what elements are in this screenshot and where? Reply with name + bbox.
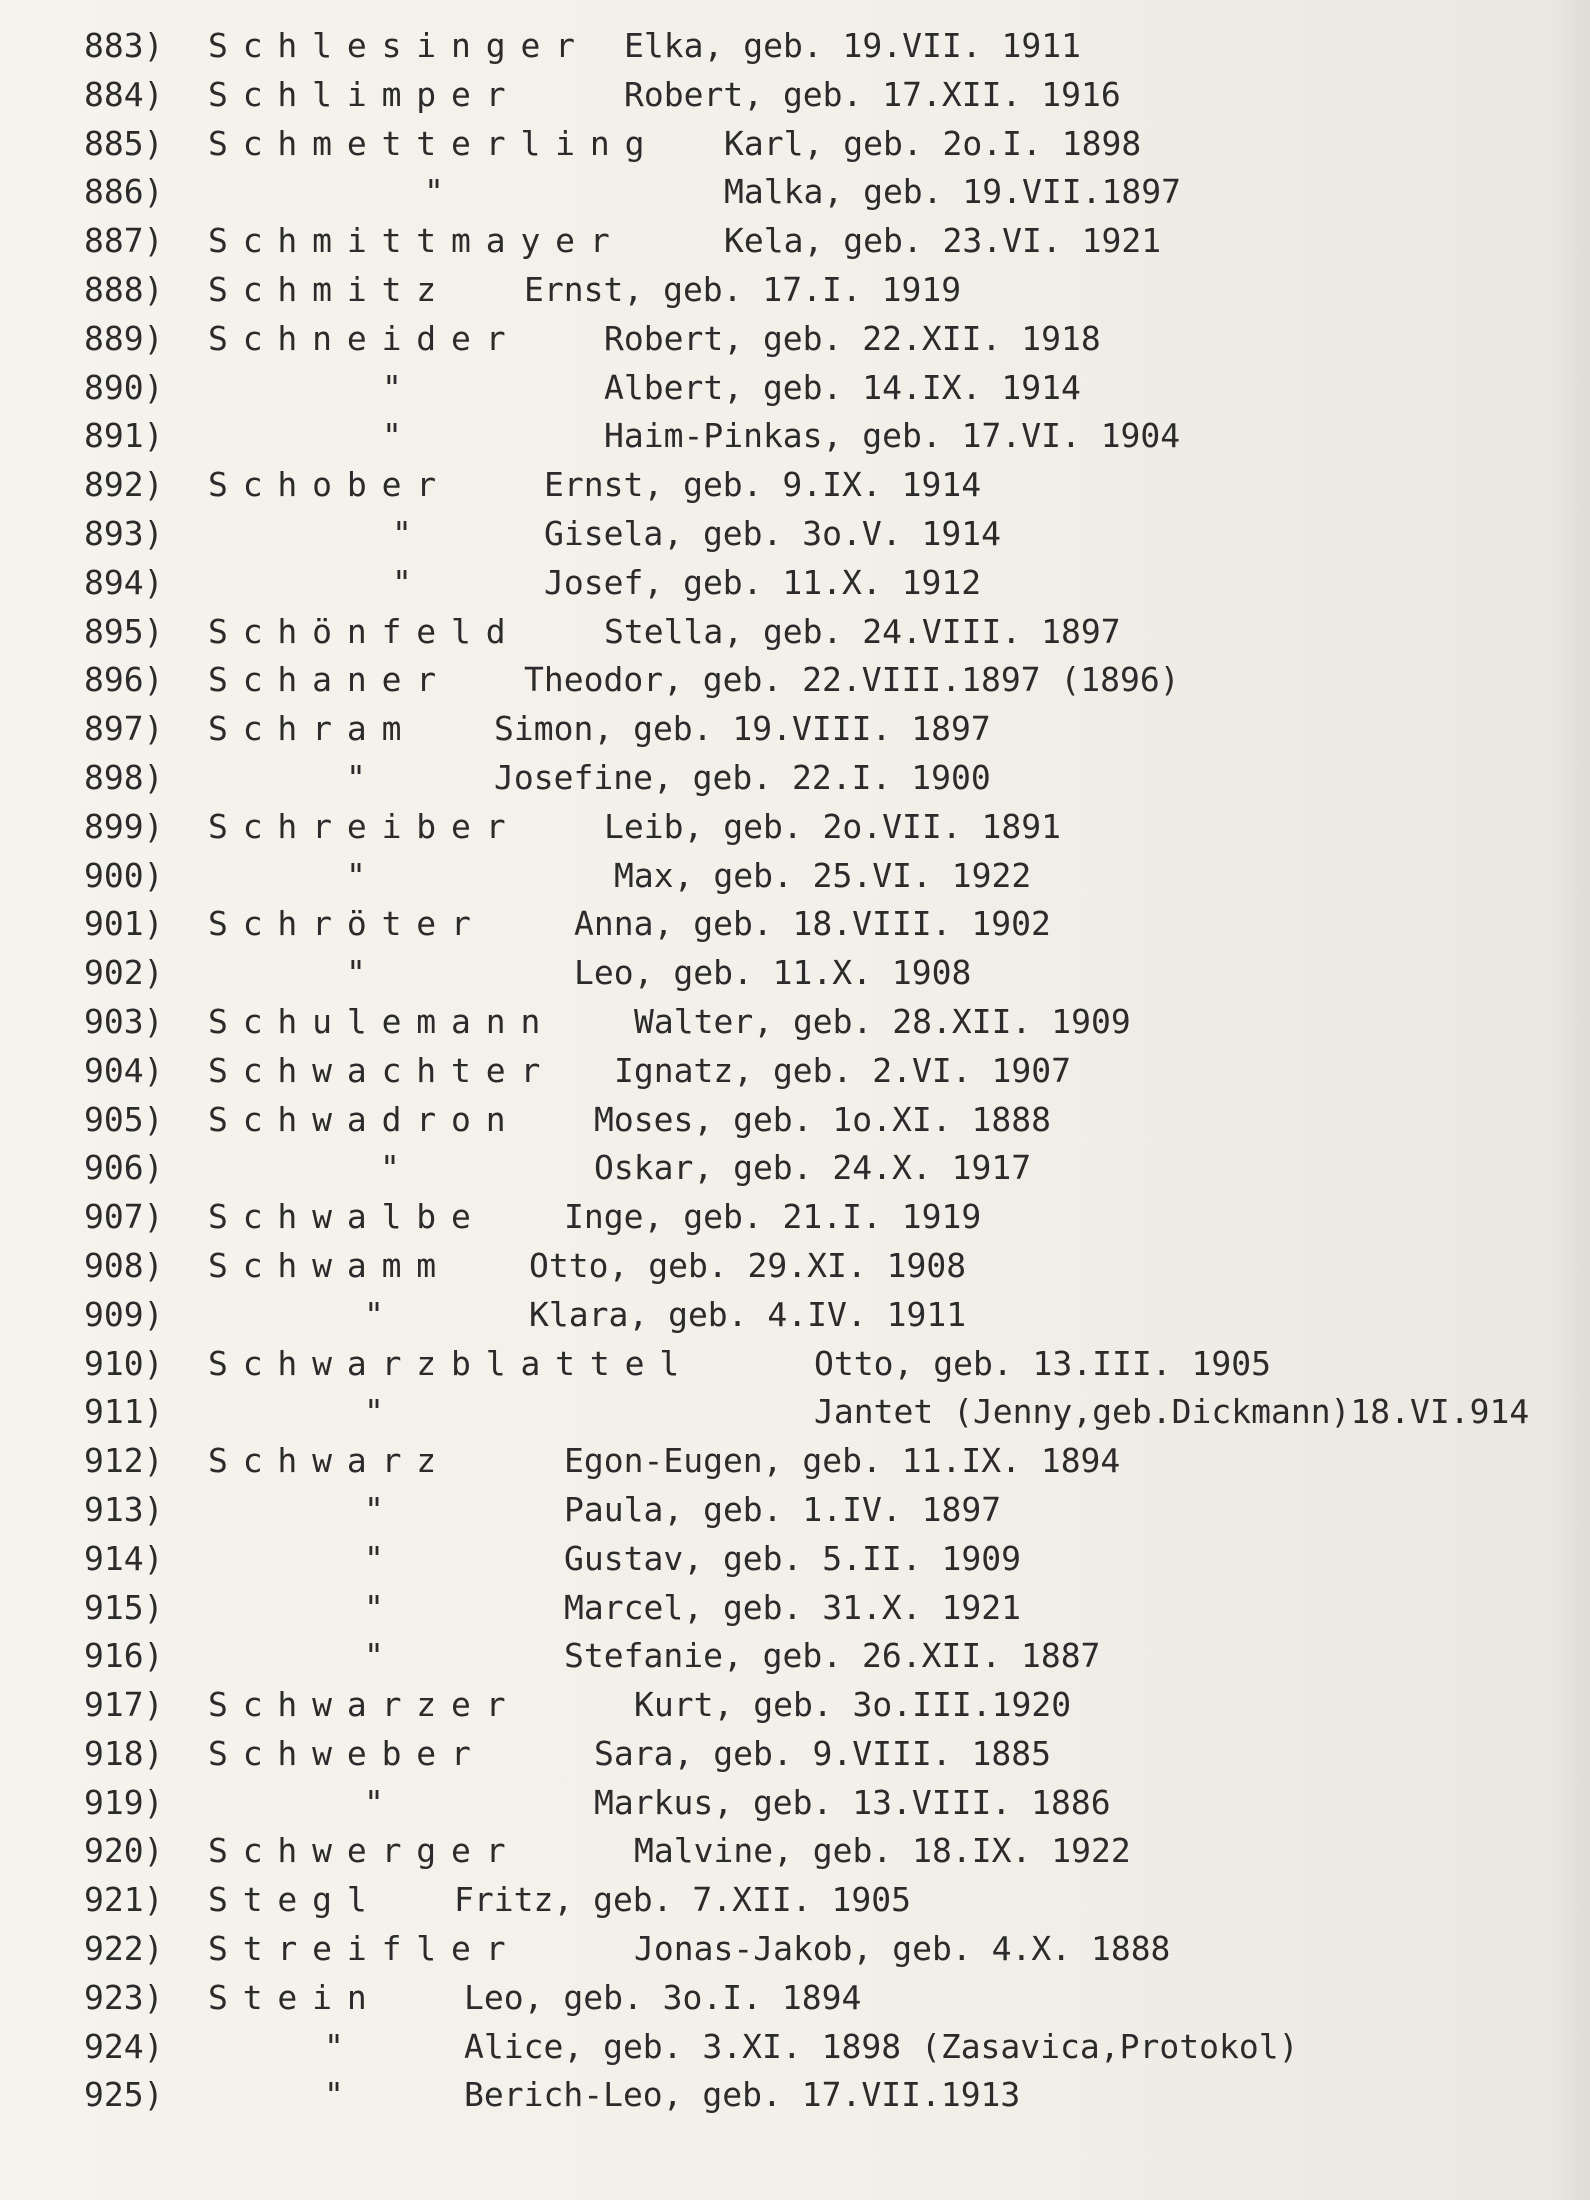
ditto-mark: " [364, 1587, 384, 1627]
entry-surname: Schwarz [208, 1441, 452, 1481]
entry-surname: Schönfeld [208, 611, 521, 651]
entry-surname: Schmetterling [208, 123, 660, 163]
list-item [84, 510, 1564, 559]
list-item [84, 1632, 1564, 1681]
entry-surname: Stegl [208, 1880, 382, 1920]
list-item [84, 1486, 1564, 1535]
ditto-mark: " [364, 1294, 384, 1334]
entry-details: Klara, geb. 4.IV. 1911 [529, 1294, 967, 1334]
entry-details: Otto, geb. 29.XI. 1908 [529, 1245, 967, 1285]
entry-number: 885) [84, 123, 164, 163]
list-item [84, 315, 1564, 364]
list-item [84, 1144, 1564, 1193]
list-item [84, 1535, 1564, 1584]
ditto-mark: " [364, 1392, 384, 1432]
list-item [84, 266, 1564, 315]
list-item [84, 656, 1564, 705]
ditto-mark: " [346, 953, 366, 993]
entry-surname: Schaner [208, 660, 452, 700]
entry-details: Oskar, geb. 24.X. 1917 [594, 1148, 1032, 1188]
entry-number: 924) [84, 2026, 164, 2066]
entry-number: 910) [84, 1343, 164, 1383]
entry-details: Markus, geb. 13.VIII. 1886 [594, 1782, 1111, 1822]
entry-number: 921) [84, 1880, 164, 1920]
entry-surname: Schneider [208, 318, 521, 358]
entry-number: 883) [84, 26, 164, 65]
entry-details: Josef, geb. 11.X. 1912 [544, 562, 982, 602]
entry-number: 891) [84, 416, 164, 456]
entry-number: 925) [84, 2075, 164, 2115]
list-item [84, 71, 1564, 120]
entry-number: 911) [84, 1392, 164, 1432]
ditto-mark: " [380, 1148, 400, 1188]
entry-number: 920) [84, 1831, 164, 1871]
entry-number: 912) [84, 1441, 164, 1481]
entry-details: Leo, geb. 11.X. 1908 [574, 953, 972, 993]
list-item [84, 1437, 1564, 1486]
entry-number: 918) [84, 1733, 164, 1773]
entry-surname: Schwarzblattel [208, 1343, 695, 1383]
entry-number: 922) [84, 1929, 164, 1969]
list-item [84, 120, 1564, 169]
list-item [84, 217, 1564, 266]
entry-number: 887) [84, 221, 164, 261]
entry-surname: Schröter [208, 904, 486, 944]
entry-details: Josefine, geb. 22.I. 1900 [494, 757, 991, 797]
entry-details: Ignatz, geb. 2.VI. 1907 [614, 1050, 1071, 1090]
entry-surname: Schmitz [208, 269, 452, 309]
list-item [84, 1925, 1564, 1974]
entry-number: 909) [84, 1294, 164, 1334]
entry-number: 916) [84, 1636, 164, 1676]
entry-details: Jonas-Jakob, geb. 4.X. 1888 [634, 1929, 1171, 1969]
entry-number: 893) [84, 513, 164, 553]
list-item [84, 1388, 1564, 1437]
entry-number: 892) [84, 465, 164, 505]
list-item [84, 559, 1564, 608]
entry-details: Albert, geb. 14.IX. 1914 [604, 367, 1081, 407]
entry-surname: Schreiber [208, 806, 521, 846]
entry-number: 902) [84, 953, 164, 993]
entry-surname: Schmittmayer [208, 221, 625, 261]
ditto-mark: " [382, 416, 402, 456]
entry-number: 897) [84, 709, 164, 749]
list-item [84, 1681, 1564, 1730]
entry-number: 896) [84, 660, 164, 700]
entry-details: Malka, geb. 19.VII.1897 [724, 172, 1181, 212]
entry-surname: Schwachter [208, 1050, 556, 1090]
entry-number: 905) [84, 1099, 164, 1139]
entry-details: Marcel, geb. 31.X. 1921 [564, 1587, 1021, 1627]
entry-details: Inge, geb. 21.I. 1919 [564, 1197, 982, 1237]
list-item [84, 1242, 1564, 1291]
entry-number: 898) [84, 757, 164, 797]
entry-surname: Schwadron [208, 1099, 521, 1139]
entry-number: 904) [84, 1050, 164, 1090]
entry-details: Elka, geb. 19.VII. 1911 [624, 26, 1081, 65]
list-item [84, 608, 1564, 657]
entry-details: Robert, geb. 17.XII. 1916 [624, 74, 1121, 114]
entry-surname: Schweber [208, 1733, 486, 1773]
ditto-mark: " [424, 172, 444, 212]
list-item [84, 900, 1564, 949]
name-list [84, 22, 1564, 2120]
entry-details: Max, geb. 25.VI. 1922 [614, 855, 1032, 895]
entry-surname: Streifler [208, 1929, 521, 1969]
entry-number: 903) [84, 1001, 164, 1041]
entry-number: 915) [84, 1587, 164, 1627]
list-item [84, 1340, 1564, 1389]
ditto-mark: " [346, 855, 366, 895]
entry-details: Ernst, geb. 17.I. 1919 [524, 269, 962, 309]
list-item [84, 1047, 1564, 1096]
entry-details: Robert, geb. 22.XII. 1918 [604, 318, 1101, 358]
ditto-mark: " [324, 2075, 344, 2115]
entry-surname: Schwalbe [208, 1197, 486, 1237]
entry-surname: Schwarzer [208, 1685, 521, 1725]
entry-details: Gisela, geb. 3o.V. 1914 [544, 513, 1001, 553]
list-item [84, 1584, 1564, 1633]
list-item [84, 852, 1564, 901]
list-item [84, 1779, 1564, 1828]
entry-number: 890) [84, 367, 164, 407]
entry-details: Malvine, geb. 18.IX. 1922 [634, 1831, 1131, 1871]
list-item [84, 705, 1564, 754]
ditto-mark: " [324, 2026, 344, 2066]
entry-number: 908) [84, 1245, 164, 1285]
entry-details: Egon-Eugen, geb. 11.IX. 1894 [564, 1441, 1121, 1481]
entry-details: Karl, geb. 2o.I. 1898 [724, 123, 1142, 163]
entry-surname: Schlimper [208, 74, 521, 114]
entry-details: Stefanie, geb. 26.XII. 1887 [564, 1636, 1101, 1676]
entry-details: Simon, geb. 19.VIII. 1897 [494, 709, 991, 749]
entry-number: 913) [84, 1489, 164, 1529]
entry-number: 914) [84, 1538, 164, 1578]
list-item [84, 1291, 1564, 1340]
ditto-mark: " [346, 757, 366, 797]
ditto-mark: " [364, 1636, 384, 1676]
list-item [84, 168, 1564, 217]
entry-details: Anna, geb. 18.VIII. 1902 [574, 904, 1051, 944]
list-item [84, 1193, 1564, 1242]
entry-details: Leo, geb. 3o.I. 1894 [464, 1977, 862, 2017]
entry-details: Fritz, geb. 7.XII. 1905 [454, 1880, 911, 1920]
entry-number: 889) [84, 318, 164, 358]
entry-details: Leib, geb. 2o.VII. 1891 [604, 806, 1061, 846]
entry-details: Jantet (Jenny,geb.Dickmann)18.VI.914 [814, 1392, 1530, 1432]
entry-number: 907) [84, 1197, 164, 1237]
list-item [84, 803, 1564, 852]
entry-surname: Schlesinger [208, 26, 590, 65]
entry-number: 899) [84, 806, 164, 846]
entry-number: 894) [84, 562, 164, 602]
list-item [84, 412, 1564, 461]
entry-details: Berich-Leo, geb. 17.VII.1913 [464, 2075, 1021, 2115]
entry-number: 923) [84, 1977, 164, 2017]
list-item [84, 1730, 1564, 1779]
entry-number: 906) [84, 1148, 164, 1188]
list-item [84, 1827, 1564, 1876]
entry-number: 919) [84, 1782, 164, 1822]
entry-details: Otto, geb. 13.III. 1905 [814, 1343, 1271, 1383]
list-item [84, 2071, 1564, 2120]
entry-details: Haim-Pinkas, geb. 17.VI. 1904 [604, 416, 1181, 456]
entry-details: Theodor, geb. 22.VIII.1897 (1896) [524, 660, 1180, 700]
list-item [84, 1974, 1564, 2023]
list-item [84, 1096, 1564, 1145]
list-item [84, 461, 1564, 510]
entry-details: Gustav, geb. 5.II. 1909 [564, 1538, 1021, 1578]
entry-number: 884) [84, 74, 164, 114]
list-item [84, 754, 1564, 803]
entry-number: 895) [84, 611, 164, 651]
list-item [84, 2023, 1564, 2072]
entry-details: Paula, geb. 1.IV. 1897 [564, 1489, 1002, 1529]
entry-details: Alice, geb. 3.XI. 1898 (Zasavica,Protokol) [464, 2026, 1299, 2066]
entry-details: Moses, geb. 1o.XI. 1888 [594, 1099, 1051, 1139]
list-item [84, 364, 1564, 413]
entry-details: Sara, geb. 9.VIII. 1885 [594, 1733, 1051, 1773]
ditto-mark: " [364, 1489, 384, 1529]
entry-surname: Stein [208, 1977, 382, 2017]
entry-number: 886) [84, 172, 164, 212]
entry-details: Ernst, geb. 9.IX. 1914 [544, 465, 982, 505]
list-item [84, 1876, 1564, 1925]
entry-number: 888) [84, 269, 164, 309]
entry-number: 900) [84, 855, 164, 895]
ditto-mark: " [382, 367, 402, 407]
entry-details: Walter, geb. 28.XII. 1909 [634, 1001, 1131, 1041]
entry-number: 917) [84, 1685, 164, 1725]
entry-number: 901) [84, 904, 164, 944]
entry-details: Kela, geb. 23.VI. 1921 [724, 221, 1162, 261]
entry-surname: Schram [208, 709, 417, 749]
entry-surname: Schwamm [208, 1245, 452, 1285]
entry-details: Stella, geb. 24.VIII. 1897 [604, 611, 1121, 651]
entry-surname: Schober [208, 465, 452, 505]
list-item [84, 22, 1564, 71]
entry-surname: Schwerger [208, 1831, 521, 1871]
ditto-mark: " [364, 1782, 384, 1822]
ditto-mark: " [392, 513, 412, 553]
ditto-mark: " [392, 562, 412, 602]
entry-details: Kurt, geb. 3o.III.1920 [634, 1685, 1072, 1725]
list-item [84, 949, 1564, 998]
entry-surname: Schulemann [208, 1001, 556, 1041]
list-item [84, 998, 1564, 1047]
ditto-mark: " [364, 1538, 384, 1578]
